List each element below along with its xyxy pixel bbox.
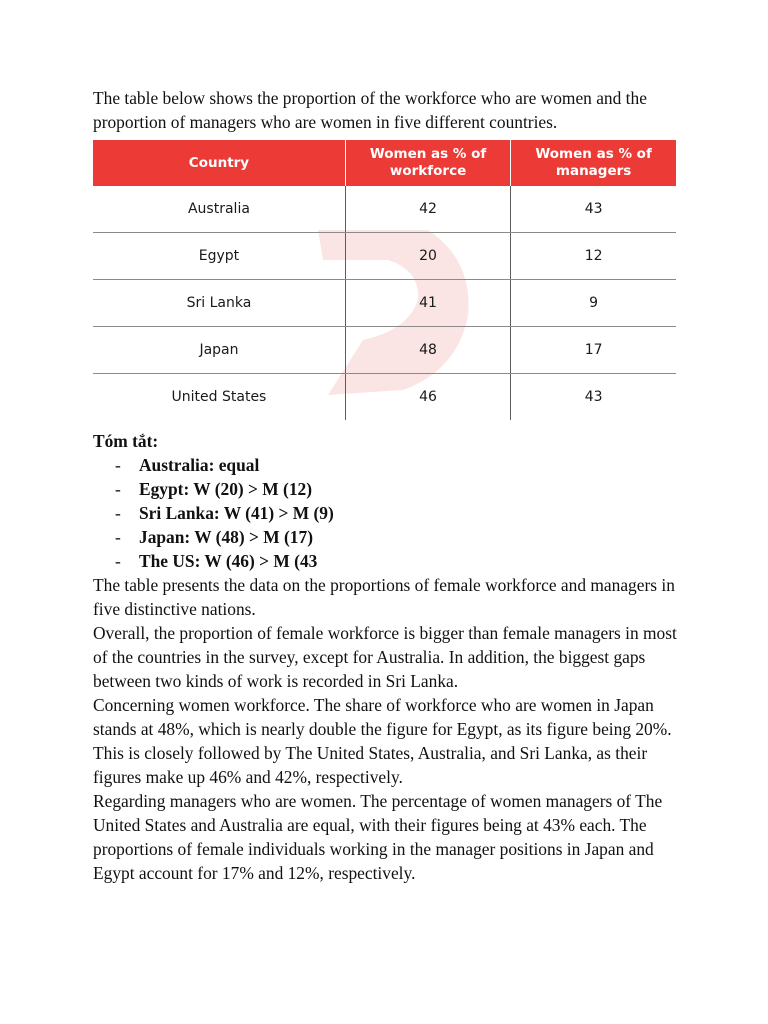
list-item: - Australia: equal xyxy=(115,455,260,475)
managers-cell: 12 xyxy=(511,233,676,280)
managers-cell: 17 xyxy=(511,327,676,374)
managers-cell: 43 xyxy=(511,186,676,233)
data-table-container xyxy=(93,140,676,420)
summary-item-text: Egypt: W (20) > M (12) xyxy=(139,479,313,499)
essay-introduction: The table presents the data on the proportions of female workforce and managers in five distinctive nations. xyxy=(93,575,675,619)
workforce-cell: 41 xyxy=(345,280,510,327)
table-row xyxy=(93,233,676,280)
table-row xyxy=(93,186,676,233)
summary-item-text: Australia: equal xyxy=(139,455,260,475)
header-country: Country xyxy=(93,140,345,186)
workforce-cell: 48 xyxy=(345,327,510,374)
summary-item-text: The US: W (46) > M (43 xyxy=(139,551,318,571)
summary-list xyxy=(93,453,683,573)
country-cell: Australia xyxy=(93,186,345,233)
managers-cell: 43 xyxy=(511,374,676,421)
workforce-cell: 42 xyxy=(345,186,510,233)
list-item: - Japan: W (48) > M (17) xyxy=(115,527,313,547)
workforce-cell: 20 xyxy=(345,233,510,280)
table-header-row xyxy=(93,140,676,186)
country-cell: Egypt xyxy=(93,233,345,280)
workforce-cell: 46 xyxy=(345,374,510,421)
intro-text: The table below shows the proportion of the workforce who are women and the proportion of managers who are women in five different countries. xyxy=(93,88,647,132)
essay-body-workforce: Concerning women workforce. The share of workforce who are women in Japan stands at 48%, which is nearly double the figure for Egypt, as its figure being 20%. This is closely followed by The United States, Australia, and Sri Lanka, as their figures make up 46% and 42%, respectively. xyxy=(93,695,672,787)
document-page xyxy=(93,86,683,885)
country-cell: Sri Lanka xyxy=(93,280,345,327)
essay-overview: Overall, the proportion of female workforce is bigger than female managers in most of the countries in the survey, except for Australia. In addition, the biggest gaps between two kinds of work is recorded in Sri Lanka. xyxy=(93,623,677,691)
summary-item-text: Japan: W (48) > M (17) xyxy=(139,527,313,547)
summary-section xyxy=(93,429,683,573)
country-cell: United States xyxy=(171,389,267,405)
country-cell: Japan xyxy=(93,327,345,374)
managers-cell: 9 xyxy=(511,280,676,327)
table-row xyxy=(93,374,676,421)
list-item: - The US: W (46) > M (43 xyxy=(115,551,318,571)
list-item: - Egypt: W (20) > M (12) xyxy=(115,479,313,499)
list-item: - Sri Lanka: W (41) > M (9) xyxy=(115,503,334,523)
header-workforce: Women as % of workforce xyxy=(345,140,510,186)
summary-item-text: Sri Lanka: W (41) > M (9) xyxy=(139,503,334,523)
workforce-table xyxy=(93,140,676,420)
header-managers: Women as % of managers xyxy=(511,140,676,186)
table-row xyxy=(93,280,676,327)
essay-body-managers: Regarding managers who are women. The percentage of women managers of The United States and Australia are equal, with their figures being at 43% each. The proportions of female individuals working in the manager positions in Japan and Egypt account for 17% and 12%, respectively. xyxy=(93,791,663,883)
summary-title: Tóm tắt: xyxy=(93,431,159,451)
table-row xyxy=(93,327,676,374)
